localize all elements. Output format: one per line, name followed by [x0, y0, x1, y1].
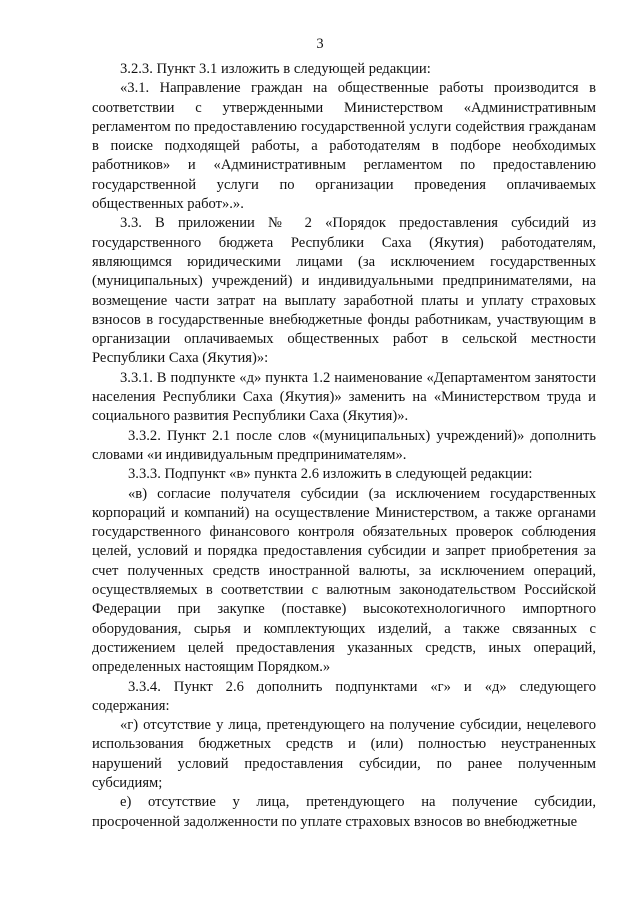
- paragraph-subpoint-v: «в) согласие получателя субсидии (за исключением государственных корпораций и компаний) на осуществление Министерством, а также органами государственного финансового контроля обязательных проверок соблюдения целей, условий и порядка предоставления субсидии и запрет приобретения за счет полученных средств иностранной валюты, за исключением операций, осуществляемых в соответствии с валютным законодательством Российской Федерации при закупке (поставке) высокотехнологичного импортного оборудования, сырья и комплектующих изделий, а также связанных с достижением целей предоставления указанных средств, иных операций, определенных настоящим Порядком.»: [92, 485, 596, 676]
- paragraph-3-2-3: 3.2.3. Пункт 3.1 изложить в следующей редакции:: [120, 61, 431, 77]
- paragraph-subpoint-e: е) отсутствие у лица, претендующего на получение субсидии, просроченной задолженности по уплате страховых взносов во внебюджетные: [92, 794, 596, 830]
- paragraph-3-3-2: 3.3.2. Пункт 2.1 после слов «(муниципальных) учреждений)» дополнить словами «и индивидуальным предпринимателям».: [92, 427, 596, 463]
- paragraph-3-3: 3.3. В приложении № 2 «Порядок предоставления субсидий из государственного бюджета Республики Саха (Якутия) работодателям, являющимся юридическими лицами (за исключением государственных (муниципальных) учреждений) и индивидуальными предпринимателями, на возмещение части затрат на выплату заработной платы и уплату страховых взносов в государственные внебюджетные фонды работникам, участвующим в организации оплачиваемых общественных работ в сельской местности Республики Саха (Якутия)»:: [92, 215, 596, 367]
- paragraph-3-3-1: 3.3.1. В подпункте «д» пункта 1.2 наименование «Департаментом занятости населения Республики Саха (Якутия)» заменить на «Министерством труда и социального развития Республики Саха (Якутия)».: [92, 369, 596, 425]
- page-number: 3: [316, 36, 324, 52]
- paragraph-3-1-text: «3.1. Направление граждан на общественные работы производится в соответствии с утвержденными Министерством «Административным регламентом по предоставлению государственной услуги содействия гражданам в поиске подходящей работы, а работодателям в подборе необходимых работников» и «Административным регламентом по предоставлению государственной услуги по организации проведения оплачиваемых общественных работ».».: [92, 80, 596, 213]
- document-body: [92, 60, 596, 832]
- paragraph-3-3-4: 3.3.4. Пункт 2.6 дополнить подпунктами «г» и «д» следующего содержания:: [92, 678, 596, 714]
- paragraph-subpoint-g: «г) отсутствие у лица, претендующего на получение субсидии, нецелевого использования бюджетных средств и (или) полностью неустраненных нарушений условий предоставления субсидии, по ранее полученным субсидиям;: [92, 717, 596, 791]
- paragraph-3-3-3: 3.3.3. Подпункт «в» пункта 2.6 изложить в следующей редакции:: [128, 466, 533, 483]
